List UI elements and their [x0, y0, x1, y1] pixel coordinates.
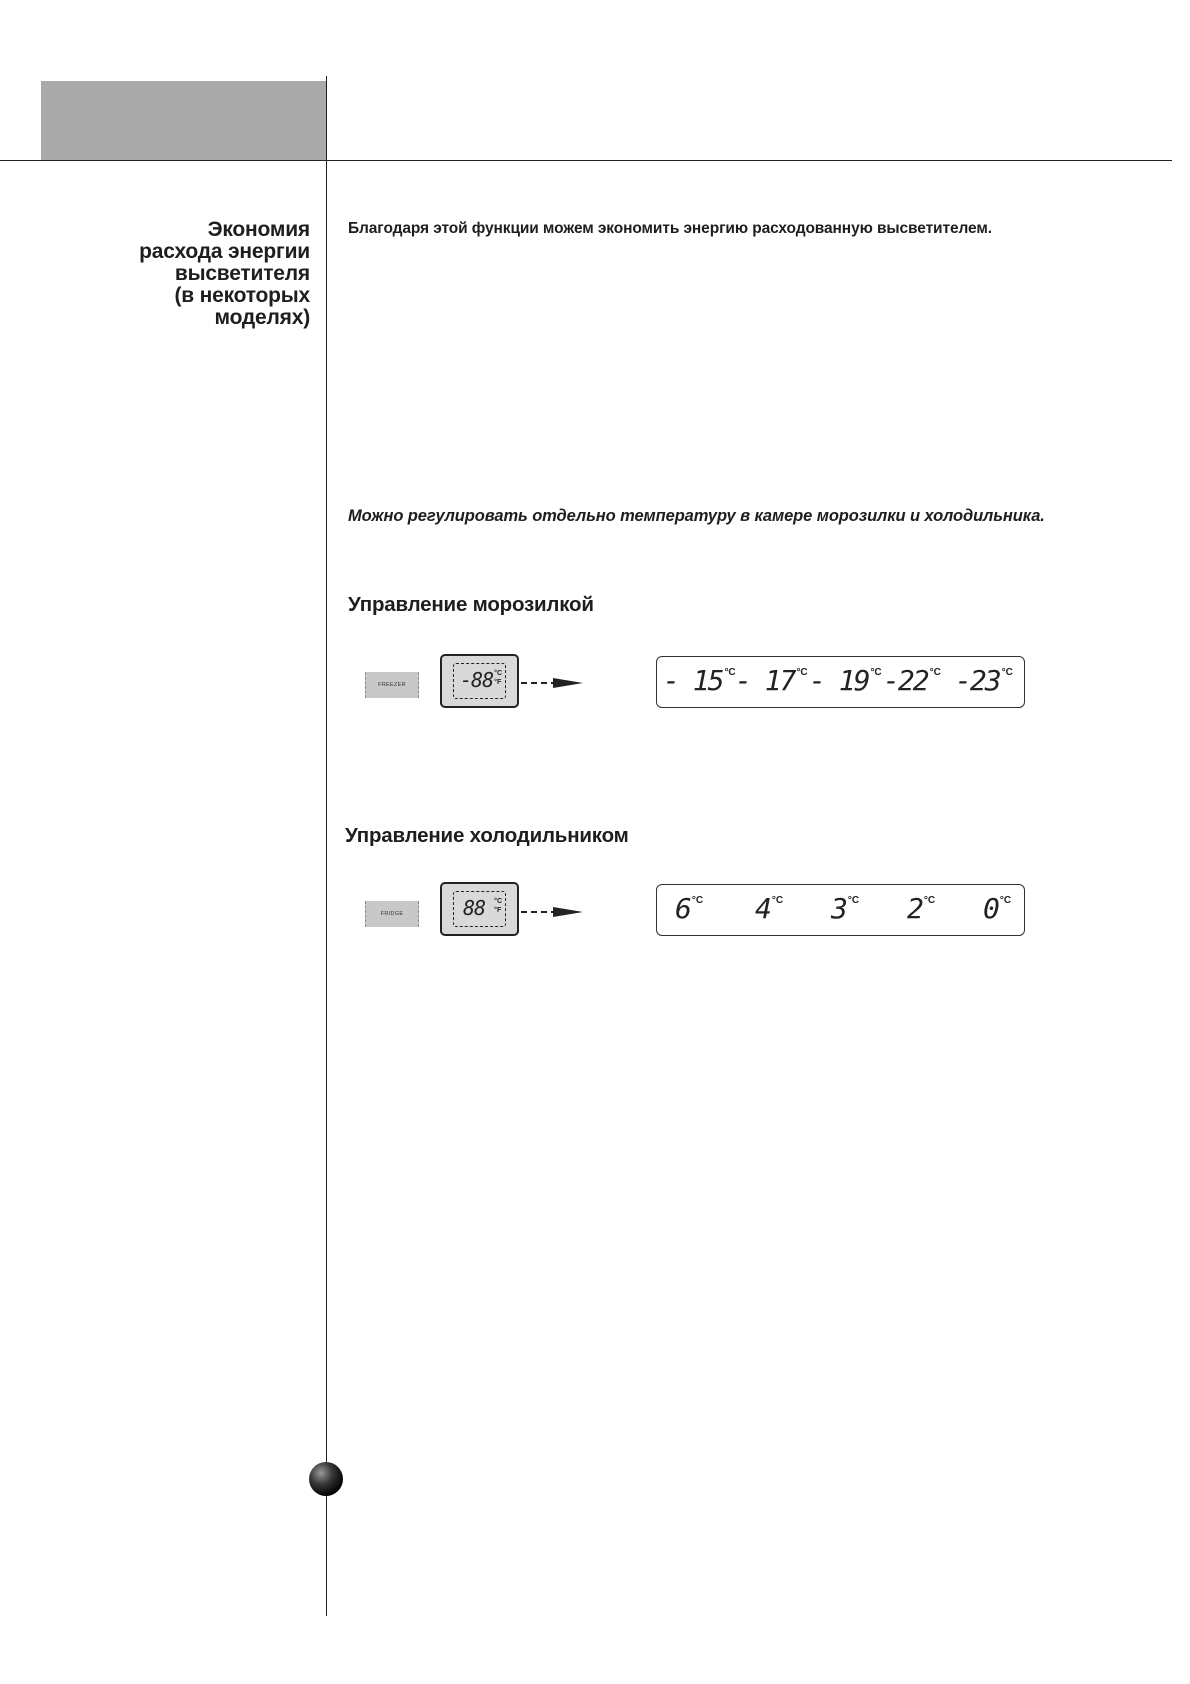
margin-rule: [326, 76, 327, 1616]
fridge-temp-value: 6 $^{^\circ C}$: [675, 892, 704, 925]
fridge-display-frame: [453, 891, 506, 927]
freezer-heading: Управление морозилкой: [348, 593, 594, 616]
fridge-temp-value: 4 $^{^\circ C}$: [755, 892, 784, 925]
fridge-temp-value: 3 $^{^\circ C}$: [831, 892, 860, 925]
unit-f: °F: [494, 907, 502, 914]
unit-c: °C: [494, 670, 502, 677]
section-title-line: высветителя: [174, 262, 310, 285]
freezer-display: [440, 654, 519, 708]
freezer-temp-value: - 15 $^{^\circ C}$: [663, 664, 736, 697]
header-rule: [0, 160, 1172, 161]
note-text: Можно регулировать отдельно температуру в камере морозилки и холодильника.: [348, 507, 1045, 525]
fridge-display: [440, 882, 519, 936]
freezer-temp-value: -22 $^{^\circ C}$: [883, 664, 941, 697]
header-gray-block: [41, 81, 326, 160]
fridge-arrow-icon: [521, 905, 583, 919]
intro-text: Благодаря этой функции можем экономить энергию расходованную высветителем.: [348, 220, 992, 237]
freezer-arrow-icon: [521, 676, 583, 690]
page-marker-ball: [309, 1462, 343, 1496]
fridge-display-units: [494, 897, 502, 915]
freezer-display-units: [494, 669, 502, 687]
fridge-heading: Управление холодильником: [345, 824, 629, 847]
section-title-line: расхода энергии: [139, 240, 310, 263]
fridge-temp-value: 0 $^{^\circ C}$: [983, 892, 1012, 925]
unit-f: °F: [494, 679, 502, 686]
freezer-temp-value: -23 $^{^\circ C}$: [955, 664, 1013, 697]
freezer-temp-value: - 19 $^{^\circ C}$: [809, 664, 882, 697]
fridge-display-value: 88: [463, 896, 486, 920]
freezer-display-value: -88: [460, 668, 494, 692]
section-title-line: Экономия: [207, 218, 310, 241]
fridge-temp-value: 2 $^{^\circ C}$: [907, 892, 936, 925]
fridge-temperature-sequence: [656, 884, 1025, 936]
section-title: [110, 219, 310, 329]
section-title-line: моделях): [214, 306, 310, 329]
section-title-line: (в некоторых: [174, 284, 310, 307]
freezer-temp-value: - 17 $^{^\circ C}$: [735, 664, 808, 697]
unit-c: °C: [494, 898, 502, 905]
freezer-button[interactable]: FREEZER: [365, 672, 419, 698]
freezer-temperature-sequence: [656, 656, 1025, 708]
fridge-button[interactable]: FRIDGE: [365, 901, 419, 927]
freezer-display-frame: [453, 663, 506, 699]
